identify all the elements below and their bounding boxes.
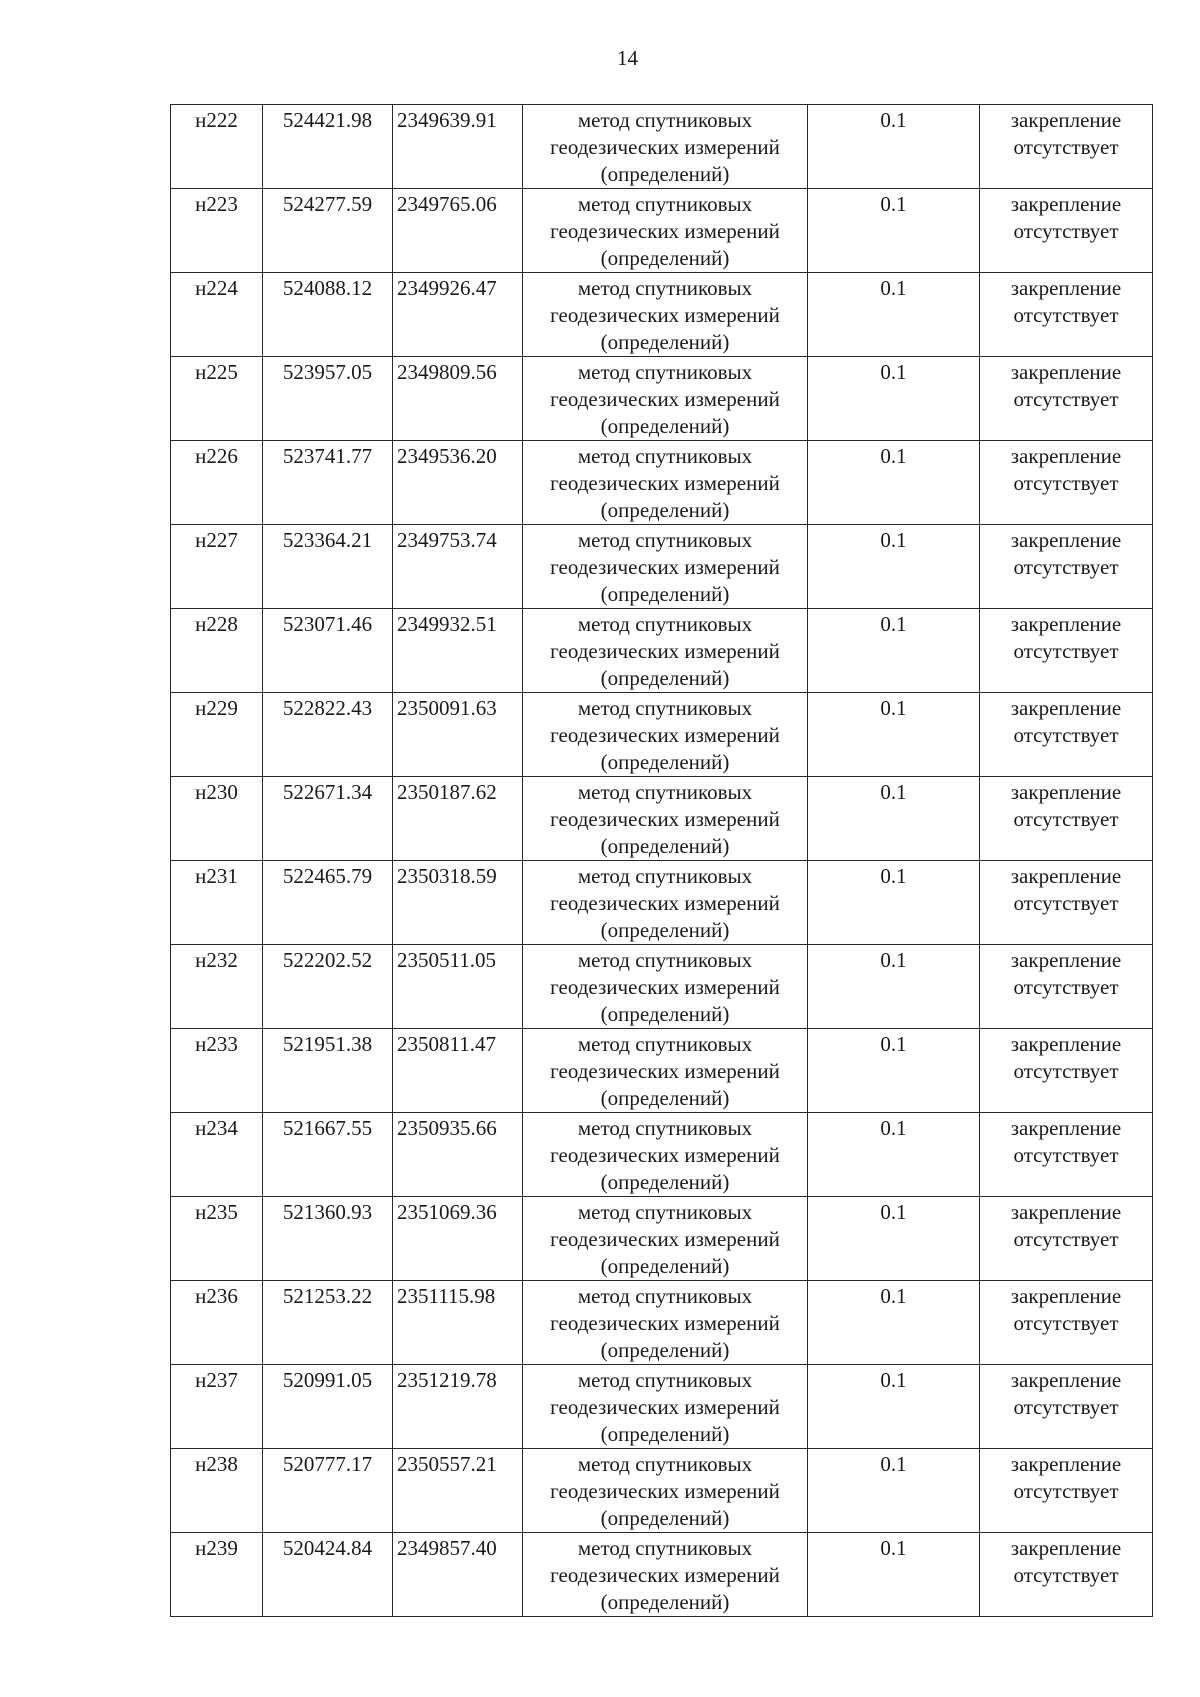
x-coordinate-cell: 521667.55: [263, 1113, 393, 1197]
y-coordinate-cell: 2349639.91: [393, 105, 523, 189]
method-cell: метод спутниковых геодезических измерений (определений): [523, 273, 808, 357]
accuracy-cell: 0.1: [808, 609, 980, 693]
fixing-cell: закрепление отсутствует: [980, 357, 1153, 441]
x-coordinate-cell: 523071.46: [263, 609, 393, 693]
fixing-cell: закрепление отсутствует: [980, 861, 1153, 945]
y-coordinate-cell: 2350318.59: [393, 861, 523, 945]
method-cell: метод спутниковых геодезических измерений (определений): [523, 189, 808, 273]
x-coordinate-cell: 522822.43: [263, 693, 393, 777]
accuracy-cell: 0.1: [808, 1533, 980, 1617]
table-row: [171, 609, 1153, 693]
x-coordinate-cell: 524277.59: [263, 189, 393, 273]
table-row: [171, 1449, 1153, 1533]
accuracy-cell: 0.1: [808, 777, 980, 861]
method-cell: метод спутниковых геодезических измерений (определений): [523, 777, 808, 861]
point-name-cell: н227: [171, 525, 263, 609]
accuracy-cell: 0.1: [808, 1197, 980, 1281]
coordinates-table: [170, 104, 1153, 1617]
x-coordinate-cell: 521360.93: [263, 1197, 393, 1281]
method-cell: метод спутниковых геодезических измерений (определений): [523, 1449, 808, 1533]
y-coordinate-cell: 2349536.20: [393, 441, 523, 525]
y-coordinate-cell: 2350811.47: [393, 1029, 523, 1113]
point-name-cell: н237: [171, 1365, 263, 1449]
accuracy-cell: 0.1: [808, 1113, 980, 1197]
fixing-cell: закрепление отсутствует: [980, 1113, 1153, 1197]
x-coordinate-cell: 523364.21: [263, 525, 393, 609]
point-name-cell: н234: [171, 1113, 263, 1197]
point-name-cell: н232: [171, 945, 263, 1029]
point-name-cell: н235: [171, 1197, 263, 1281]
table-row: [171, 1533, 1153, 1617]
fixing-cell: закрепление отсутствует: [980, 609, 1153, 693]
fixing-cell: закрепление отсутствует: [980, 441, 1153, 525]
fixing-cell: закрепление отсутствует: [980, 525, 1153, 609]
table-row: [171, 1197, 1153, 1281]
table-row: [171, 441, 1153, 525]
y-coordinate-cell: 2350511.05: [393, 945, 523, 1029]
method-cell: метод спутниковых геодезических измерений (определений): [523, 1197, 808, 1281]
point-name-cell: н230: [171, 777, 263, 861]
x-coordinate-cell: 524421.98: [263, 105, 393, 189]
method-cell: метод спутниковых геодезических измерений (определений): [523, 945, 808, 1029]
x-coordinate-cell: 524088.12: [263, 273, 393, 357]
fixing-cell: закрепление отсутствует: [980, 945, 1153, 1029]
table-row: [171, 1113, 1153, 1197]
point-name-cell: н224: [171, 273, 263, 357]
y-coordinate-cell: 2350557.21: [393, 1449, 523, 1533]
page-number: 14: [617, 46, 638, 70]
method-cell: метод спутниковых геодезических измерений (определений): [523, 861, 808, 945]
x-coordinate-cell: 520424.84: [263, 1533, 393, 1617]
x-coordinate-cell: 520991.05: [263, 1365, 393, 1449]
accuracy-cell: 0.1: [808, 861, 980, 945]
y-coordinate-cell: 2350091.63: [393, 693, 523, 777]
x-coordinate-cell: 522671.34: [263, 777, 393, 861]
point-name-cell: н225: [171, 357, 263, 441]
method-cell: метод спутниковых геодезических измерений (определений): [523, 105, 808, 189]
accuracy-cell: 0.1: [808, 189, 980, 273]
y-coordinate-cell: 2349765.06: [393, 189, 523, 273]
method-cell: метод спутниковых геодезических измерений (определений): [523, 609, 808, 693]
table-row: [171, 945, 1153, 1029]
point-name-cell: н238: [171, 1449, 263, 1533]
point-name-cell: н222: [171, 105, 263, 189]
y-coordinate-cell: 2349857.40: [393, 1533, 523, 1617]
table-row: [171, 525, 1153, 609]
point-name-cell: н223: [171, 189, 263, 273]
table-row: [171, 1029, 1153, 1113]
y-coordinate-cell: 2349753.74: [393, 525, 523, 609]
accuracy-cell: 0.1: [808, 1281, 980, 1365]
table-row: [171, 693, 1153, 777]
accuracy-cell: 0.1: [808, 105, 980, 189]
y-coordinate-cell: 2349926.47: [393, 273, 523, 357]
y-coordinate-cell: 2351069.36: [393, 1197, 523, 1281]
x-coordinate-cell: 521951.38: [263, 1029, 393, 1113]
table-row: [171, 1365, 1153, 1449]
x-coordinate-cell: 522202.52: [263, 945, 393, 1029]
x-coordinate-cell: 522465.79: [263, 861, 393, 945]
point-name-cell: н229: [171, 693, 263, 777]
accuracy-cell: 0.1: [808, 525, 980, 609]
y-coordinate-cell: 2351219.78: [393, 1365, 523, 1449]
y-coordinate-cell: 2351115.98: [393, 1281, 523, 1365]
accuracy-cell: 0.1: [808, 1365, 980, 1449]
method-cell: метод спутниковых геодезических измерений (определений): [523, 1281, 808, 1365]
point-name-cell: н239: [171, 1533, 263, 1617]
fixing-cell: закрепление отсутствует: [980, 105, 1153, 189]
method-cell: метод спутниковых геодезических измерений (определений): [523, 441, 808, 525]
method-cell: метод спутниковых геодезических измерений (определений): [523, 357, 808, 441]
method-cell: метод спутниковых геодезических измерений (определений): [523, 1533, 808, 1617]
fixing-cell: закрепление отсутствует: [980, 273, 1153, 357]
table-row: [171, 357, 1153, 441]
table-body: [171, 105, 1153, 1617]
fixing-cell: закрепление отсутствует: [980, 777, 1153, 861]
fixing-cell: закрепление отсутствует: [980, 1197, 1153, 1281]
accuracy-cell: 0.1: [808, 357, 980, 441]
fixing-cell: закрепление отсутствует: [980, 693, 1153, 777]
table-row: [171, 105, 1153, 189]
point-name-cell: н233: [171, 1029, 263, 1113]
point-name-cell: н226: [171, 441, 263, 525]
fixing-cell: закрепление отсутствует: [980, 1029, 1153, 1113]
method-cell: метод спутниковых геодезических измерений (определений): [523, 1029, 808, 1113]
table-row: [171, 777, 1153, 861]
y-coordinate-cell: 2349809.56: [393, 357, 523, 441]
table-row: [171, 1281, 1153, 1365]
point-name-cell: н228: [171, 609, 263, 693]
fixing-cell: закрепление отсутствует: [980, 1281, 1153, 1365]
table-row: [171, 189, 1153, 273]
y-coordinate-cell: 2350935.66: [393, 1113, 523, 1197]
accuracy-cell: 0.1: [808, 1449, 980, 1533]
point-name-cell: н231: [171, 861, 263, 945]
fixing-cell: закрепление отсутствует: [980, 1533, 1153, 1617]
fixing-cell: закрепление отсутствует: [980, 1449, 1153, 1533]
method-cell: метод спутниковых геодезических измерений (определений): [523, 693, 808, 777]
accuracy-cell: 0.1: [808, 441, 980, 525]
x-coordinate-cell: 521253.22: [263, 1281, 393, 1365]
method-cell: метод спутниковых геодезических измерений (определений): [523, 525, 808, 609]
y-coordinate-cell: 2350187.62: [393, 777, 523, 861]
x-coordinate-cell: 520777.17: [263, 1449, 393, 1533]
table-row: [171, 861, 1153, 945]
accuracy-cell: 0.1: [808, 1029, 980, 1113]
accuracy-cell: 0.1: [808, 693, 980, 777]
method-cell: метод спутниковых геодезических измерений (определений): [523, 1113, 808, 1197]
point-name-cell: н236: [171, 1281, 263, 1365]
method-cell: метод спутниковых геодезических измерений (определений): [523, 1365, 808, 1449]
y-coordinate-cell: 2349932.51: [393, 609, 523, 693]
fixing-cell: закрепление отсутствует: [980, 1365, 1153, 1449]
accuracy-cell: 0.1: [808, 273, 980, 357]
accuracy-cell: 0.1: [808, 945, 980, 1029]
table-row: [171, 273, 1153, 357]
fixing-cell: закрепление отсутствует: [980, 189, 1153, 273]
x-coordinate-cell: 523957.05: [263, 357, 393, 441]
x-coordinate-cell: 523741.77: [263, 441, 393, 525]
